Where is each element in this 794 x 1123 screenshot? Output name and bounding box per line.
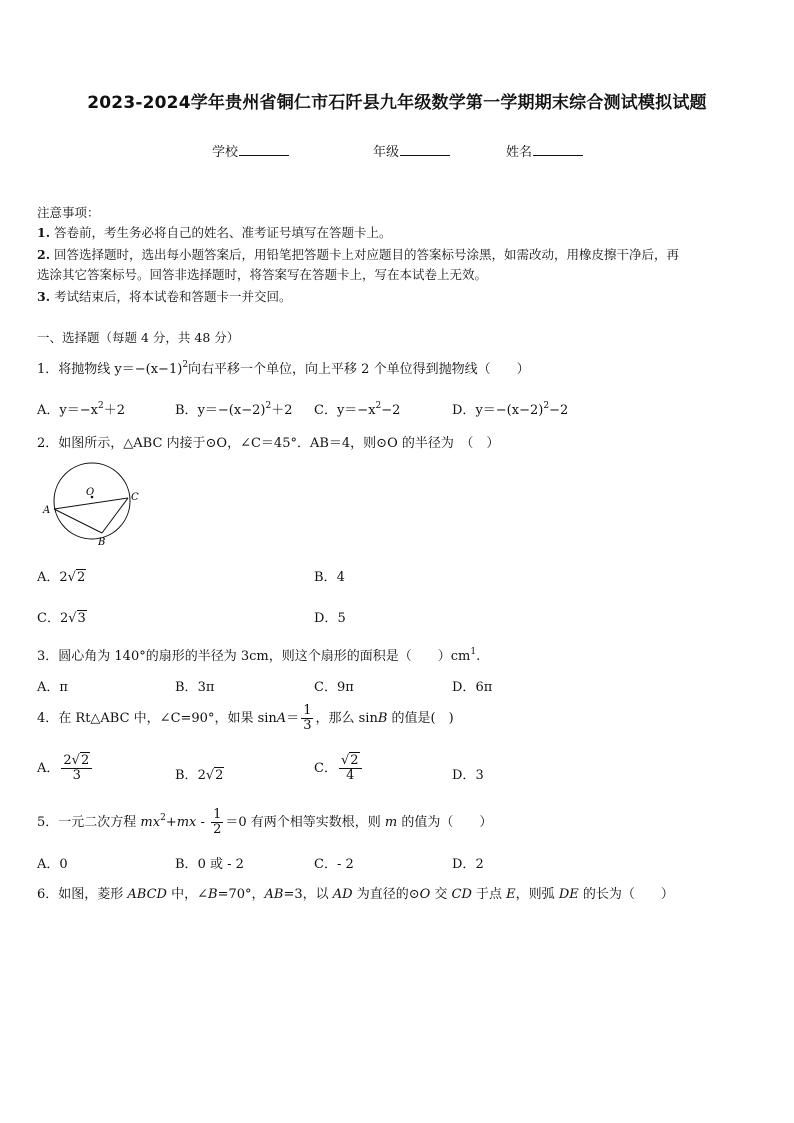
option-coef: 2	[63, 753, 72, 768]
circle-figure	[40, 462, 150, 552]
option-text: 0 或 - 2	[197, 857, 244, 872]
note-item-2	[37, 245, 679, 263]
q4-option-c	[314, 754, 364, 783]
page-title: 2023-2024学年贵州省铜仁市石阡县九年级数学第一学期期末综合测试模拟试题	[87, 93, 707, 113]
note-text: 考试结束后，将本试卷和答题卡一并交回。	[54, 289, 292, 304]
q5-option-a	[37, 853, 68, 872]
denominator: 4	[346, 768, 355, 783]
question-4	[37, 704, 454, 733]
q4-prefix: 4．在 Rt△ABC 中，∠C=90°，如果 sin	[37, 711, 277, 726]
denominator: 3	[72, 768, 81, 783]
q2-option-d	[314, 607, 346, 626]
option-label: A．	[37, 857, 60, 872]
numerator: 1	[303, 703, 312, 718]
q5-option-b	[175, 853, 244, 872]
label-c: C	[131, 492, 139, 503]
option-fraction	[339, 754, 362, 783]
q4-option-d	[452, 764, 484, 783]
q1-formula: y＝−(x−1)	[114, 362, 183, 377]
q6-var: E	[506, 887, 516, 902]
q6-text: ，则弧	[515, 887, 559, 902]
option-coef: 2	[197, 768, 206, 783]
q3-option-c	[314, 676, 354, 695]
name-blank	[533, 142, 583, 156]
option-label: D．	[452, 403, 476, 418]
q2-option-a	[37, 566, 86, 585]
q6-text: 于点	[471, 887, 507, 902]
option-text: 0	[59, 857, 68, 872]
q4-option-a	[37, 754, 94, 783]
name-label: 姓名	[506, 145, 533, 160]
note-text: 答卷前，考生务必将自己的姓名、准考证号填写在答题卡上。	[54, 225, 392, 240]
sqrt-symbol: √2	[340, 753, 359, 768]
option-base: y＝−(x−2)	[197, 403, 266, 418]
q5-term2: mx	[176, 815, 197, 830]
option-label: B．	[175, 403, 198, 418]
denominator: 3	[303, 718, 312, 733]
option-label: C．	[314, 857, 337, 872]
option-label: A．	[37, 403, 60, 418]
q6-text: =70°，	[217, 887, 265, 902]
q6-var: AB	[264, 887, 284, 902]
q1-exponent: 2	[182, 360, 189, 370]
q3-exponent: 1	[470, 647, 477, 657]
option-text: 9π	[336, 680, 354, 695]
school-field	[212, 141, 289, 160]
label-o: O	[86, 487, 95, 498]
sqrt-symbol: √3	[68, 611, 86, 626]
label-a: A	[43, 505, 51, 516]
q3-option-b	[175, 676, 214, 695]
q5-suffix2: 的值为（ ）	[397, 815, 493, 830]
option-text: 2	[475, 857, 484, 872]
option-label: B．	[314, 570, 337, 585]
grade-label: 年级	[373, 145, 400, 160]
numerator	[339, 754, 362, 769]
question-1	[37, 358, 530, 377]
q1-suffix: 向右平移一个单位，向上平移 2 个单位得到抛物线（ ）	[188, 362, 530, 377]
q5-term1: mx	[140, 815, 161, 830]
question-5	[37, 808, 492, 837]
q4-suffix2: 的值是( )	[387, 711, 454, 726]
option-label: D．	[314, 611, 338, 626]
option-rest: −2	[549, 403, 569, 418]
option-text: 3	[475, 768, 484, 783]
option-exp: 2	[375, 401, 382, 411]
radicand: 3	[77, 611, 86, 626]
q5-minus: -	[196, 815, 210, 830]
q6-var: ABCD	[127, 887, 167, 902]
grade-blank	[400, 142, 450, 156]
option-label: D．	[452, 857, 476, 872]
option-label: C．	[37, 611, 60, 626]
q6-text: 交	[430, 887, 452, 902]
option-text: 4	[336, 570, 345, 585]
option-base: y＝−x	[59, 403, 98, 418]
note-item-2-cont: 选涂其它答案标号。回答非选择题时，将答案写在答题卡上，写在本试卷上无效。	[37, 267, 488, 282]
q3-text: 3．圆心角为 140°的扇形的半径为 3cm，则这个扇形的面积是（ ）cm	[37, 649, 471, 664]
q2-option-b	[314, 566, 345, 585]
option-label: A．	[37, 761, 60, 776]
denominator: 2	[213, 822, 222, 837]
notes-heading: 注意事项：	[37, 205, 100, 220]
option-text: 6π	[475, 680, 493, 695]
option-label: C．	[314, 403, 337, 418]
question-3	[37, 645, 480, 664]
sqrt-symbol: √2	[67, 570, 86, 585]
q5-plus: +	[165, 815, 177, 830]
q6-text: 的长为（ ）	[578, 887, 674, 902]
option-label: C．	[314, 680, 337, 695]
q1-option-b	[175, 399, 292, 418]
option-label: A．	[37, 570, 60, 585]
segment-bc	[102, 498, 128, 533]
q6-text: 为直径的⊙	[352, 887, 420, 902]
option-rest: −2	[381, 403, 401, 418]
option-label: D．	[452, 768, 476, 783]
radicand: 2	[80, 753, 90, 768]
q6-var: CD	[451, 887, 472, 902]
option-label: B．	[175, 857, 198, 872]
option-text: π	[59, 680, 68, 695]
option-coef: 2	[59, 611, 69, 626]
note-num: 1.	[37, 225, 51, 240]
q4-suffix1: ，那么 sin	[315, 711, 378, 726]
q5-fraction	[211, 808, 223, 837]
option-label: C．	[314, 761, 337, 776]
note-text: 回答选择题时，选出每小题答案后，用铅笔把答题卡上对应题目的答案标号涂黑，如需改动，用橡皮擦干净后，再	[54, 247, 680, 262]
q4-eq: ＝	[286, 711, 300, 726]
q1-option-a	[37, 399, 125, 418]
q5-prefix: 5．一元二次方程	[37, 815, 141, 830]
q6-var: O	[419, 887, 431, 902]
radicand: 2	[76, 570, 86, 585]
q6-var: B	[208, 887, 218, 902]
q6-text: 6．如图，菱形	[37, 887, 128, 902]
option-text: - 2	[336, 857, 354, 872]
q1-option-d	[452, 399, 568, 418]
option-base: y＝−x	[336, 403, 376, 418]
option-label: D．	[452, 680, 476, 695]
q4-fraction	[301, 704, 313, 733]
option-rest: ＋2	[271, 403, 293, 418]
segment-ab	[54, 509, 102, 533]
q5-option-c	[314, 853, 354, 872]
q6-var: AD	[332, 887, 353, 902]
option-text: 5	[337, 611, 346, 626]
q6-var: DE	[558, 887, 579, 902]
note-num: 2.	[37, 247, 51, 262]
option-rest: ＋2	[103, 403, 125, 418]
option-fraction	[61, 754, 92, 783]
label-b: B	[98, 537, 106, 548]
segment-ac	[54, 498, 128, 509]
q6-text: 中，∠	[166, 887, 208, 902]
q1-option-c	[314, 399, 400, 418]
option-text: 3π	[197, 680, 215, 695]
numerator	[61, 754, 92, 769]
school-blank	[239, 142, 289, 156]
q5-suffix: ＝0 有两个相等实数根，则	[225, 815, 385, 830]
q1-prefix: 1．将抛物线	[37, 362, 111, 377]
option-exp: 2	[97, 401, 104, 411]
school-label: 学校	[212, 145, 239, 160]
option-base: y＝−(x−2)	[475, 403, 544, 418]
option-coef: 2	[59, 570, 68, 585]
q3-option-a	[37, 676, 68, 695]
note-item-3	[37, 287, 292, 305]
q5-var-m: m	[384, 815, 398, 830]
option-exp: 2	[265, 401, 272, 411]
option-label: B．	[175, 680, 198, 695]
radicand: 2	[215, 768, 224, 783]
option-label: B．	[175, 768, 198, 783]
q5-exponent: 2	[160, 813, 166, 823]
name-field	[506, 141, 583, 160]
section-heading: 一、选择题（每题 4 分，共 48 分）	[37, 330, 240, 345]
note-item-1	[37, 223, 392, 241]
question-6	[37, 883, 674, 902]
numerator: 1	[213, 807, 222, 822]
q4-var-b: B	[377, 711, 388, 726]
q4-var-a: A	[276, 711, 287, 726]
note-num: 3.	[37, 289, 51, 304]
q3-option-d	[452, 676, 492, 695]
q2-option-c	[37, 607, 87, 626]
sqrt-symbol: √2	[71, 753, 90, 768]
radicand: 2	[350, 753, 359, 768]
option-exp: 2	[543, 401, 550, 411]
q4-option-b	[175, 764, 224, 783]
q3-end: .	[476, 649, 481, 664]
option-label: A．	[37, 680, 60, 695]
grade-field	[373, 141, 450, 160]
sqrt-symbol: √2	[205, 768, 224, 783]
q6-text: =3，以	[283, 887, 333, 902]
q5-option-d	[452, 853, 484, 872]
question-2: 2．如图所示，△ABC 内接于⊙O，∠C＝45°．AB＝4，则⊙O 的半径为 （ ）	[37, 436, 500, 451]
